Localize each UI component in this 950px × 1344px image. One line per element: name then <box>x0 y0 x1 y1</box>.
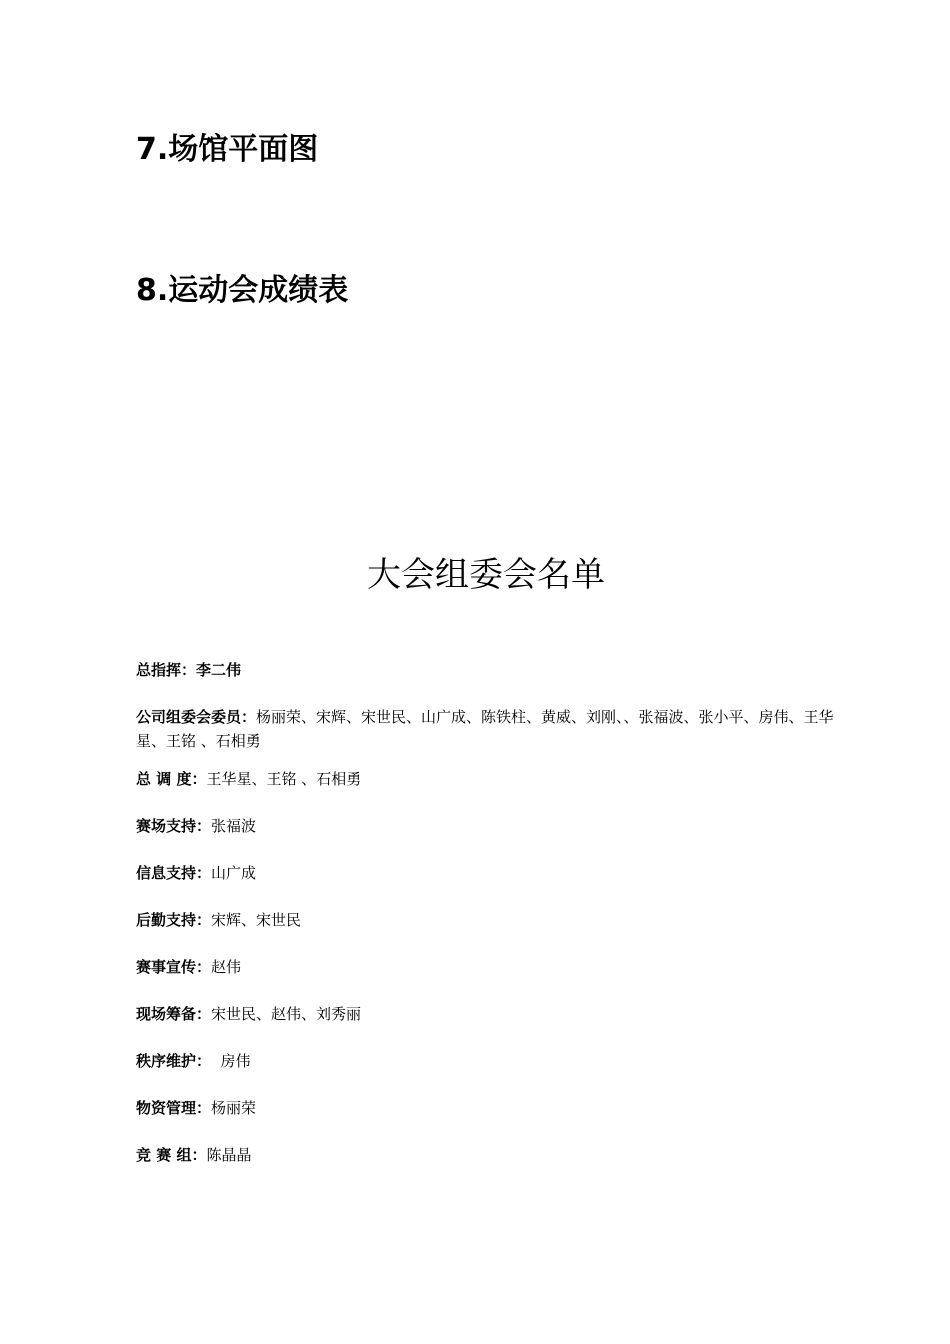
row-label: 现场筹备： <box>136 1005 212 1023</box>
row-label: 竞 赛 组： <box>136 1146 207 1164</box>
row-value: 赵伟 <box>211 958 242 976</box>
row-value: 陈晶晶 <box>206 1146 252 1164</box>
row-label: 公司组委会委员： <box>136 708 257 726</box>
committee-title: 大会组委会名单 <box>367 555 605 595</box>
row-value: 王华星、王铭 、石相勇 <box>206 770 362 788</box>
row-label: 物资管理： <box>136 1099 212 1117</box>
committee-row-logistics <box>136 908 856 932</box>
section-heading-7: 7.场馆平面图 <box>136 132 319 167</box>
committee-row-publicity <box>136 955 856 979</box>
row-label: 总指挥： <box>136 661 197 679</box>
section-heading-8: 8.运动会成绩表 <box>136 273 349 308</box>
row-value: 张福波 <box>211 817 257 835</box>
committee-row-order <box>136 1049 856 1073</box>
row-value: 宋世民、赵伟、刘秀丽 <box>211 1005 362 1023</box>
row-label: 秩序维护： <box>136 1052 212 1070</box>
committee-row-venue-support <box>136 814 856 838</box>
row-label: 赛事宣传： <box>136 958 212 976</box>
row-value: 李二伟 <box>196 661 242 679</box>
row-label: 后勤支持： <box>136 911 212 929</box>
row-value: 宋辉、宋世民 <box>211 911 302 929</box>
row-label: 赛场支持： <box>136 817 212 835</box>
committee-row-members <box>136 705 856 753</box>
committee-row-supplies <box>136 1096 856 1120</box>
row-value: 房伟 <box>211 1052 251 1070</box>
committee-row-commander <box>136 658 856 682</box>
row-value: 杨丽荣 <box>211 1099 257 1117</box>
committee-row-preparation <box>136 1002 856 1026</box>
row-value: 杨丽荣、宋辉、宋世民、山广成、陈铁柱、黄威、刘刚、、张福波、张小平、房伟、王华星、王铭 、石相勇 <box>136 708 834 750</box>
row-label: 信息支持： <box>136 864 212 882</box>
committee-row-dispatch <box>136 767 856 791</box>
committee-row-info-support <box>136 861 856 885</box>
row-label: 总 调 度： <box>136 770 207 788</box>
committee-row-competition <box>136 1143 856 1167</box>
row-value: 山广成 <box>211 864 257 882</box>
